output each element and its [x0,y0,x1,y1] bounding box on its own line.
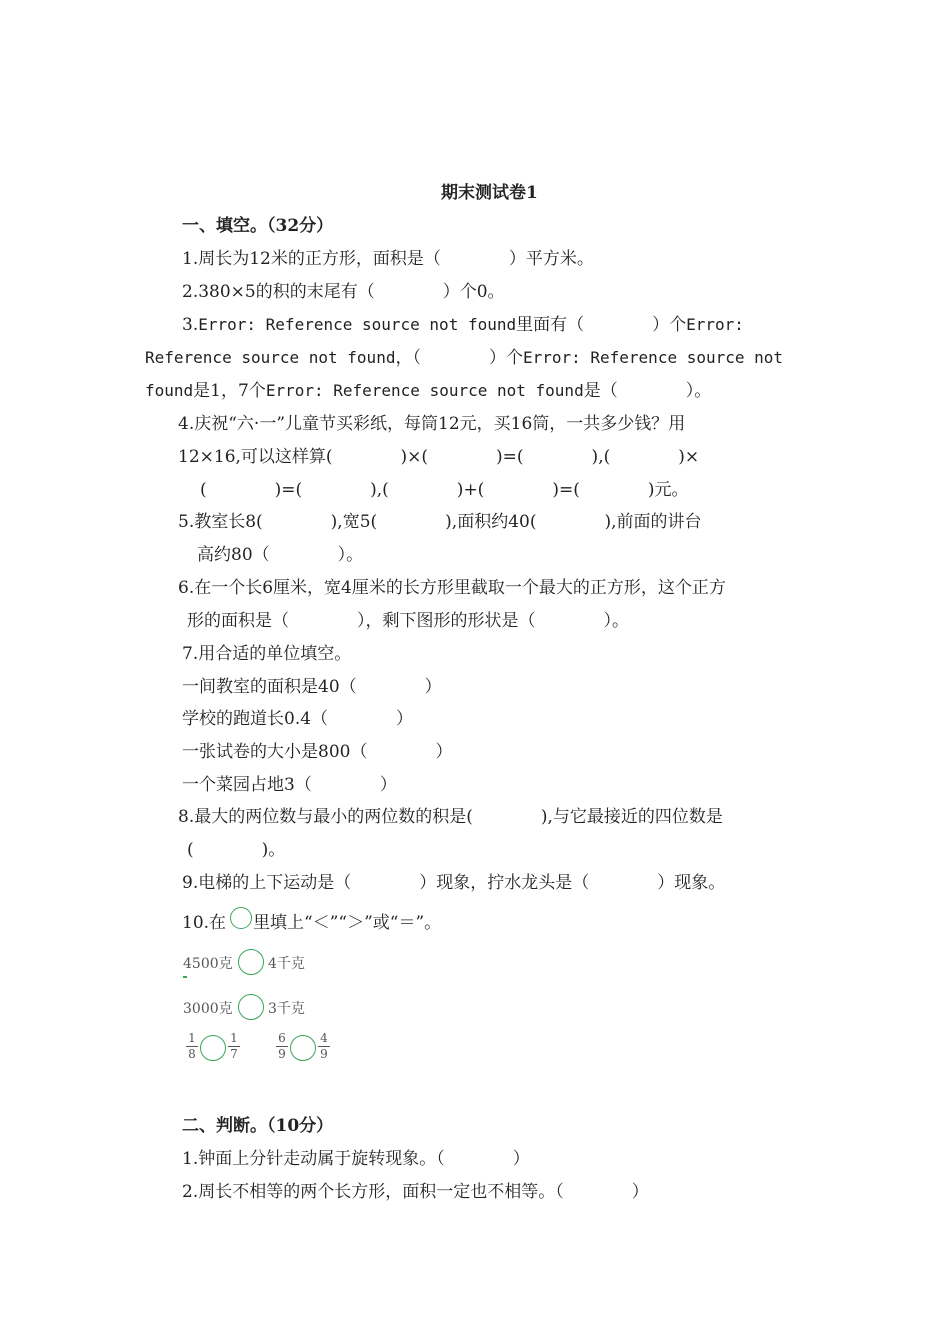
q7-item: 一张试卷的大小是800（ ） [182,742,453,762]
q9-text: 9.电梯的上下运动是（ ）现象，拧水龙头是（ ）现象。 [182,873,726,893]
fraction-numerator: 4 [320,1031,328,1045]
q8-line1: 8.最大的两位数与最小的两位数的积是( ),与它最接近的四位数是 [178,807,723,827]
section2-heading: 二、判断。（10分） [182,1116,334,1136]
judge-q2: 2.周长不相等的两个长方形，面积一定也不相等。（ ） [182,1182,649,1202]
q3-text: 里面有（ ）个 [516,315,687,335]
compare-left: 3000克 [183,1001,233,1017]
compare-circle-input[interactable] [290,1035,316,1061]
q10-number: 10.在 [182,913,227,933]
fraction-denominator: 8 [188,1047,196,1061]
compare-circle-input[interactable] [200,1035,226,1061]
fraction-numerator: 1 [188,1031,196,1045]
q5-line2: 高约80（ ）。 [197,545,364,565]
ref-error: found [145,381,194,400]
compare-circle-input[interactable] [238,994,264,1020]
fraction [276,1032,288,1061]
ref-error: Error: [686,315,744,334]
green-mark [183,976,187,978]
fraction-denominator: 7 [230,1047,238,1061]
compare-circle-icon [230,907,252,929]
fraction [228,1032,240,1061]
compare-left: 4500克 [183,956,233,972]
fraction-numerator: 6 [278,1031,286,1045]
q4-line2: 12×16,可以这样算( )×( )=( ),( )× [178,447,700,467]
q3-line3 [145,380,711,402]
q3-number: 3. [182,315,199,335]
compare-right: 3千克 [268,1001,305,1017]
ref-error: Error: Reference source not found [198,315,517,334]
q2-text: 2.380×5的积的末尾有（ ）个0。 [182,282,505,302]
ref-error: Error: Reference source not [522,348,784,367]
ref-error: Error: Reference source not found [265,381,584,400]
section1-heading: 一、填空。（32分） [182,216,334,236]
q3-text: 是1，7个 [193,381,266,401]
q7-item: 学校的跑道长0.4（ ） [182,709,414,729]
fraction [318,1032,330,1061]
q3-text: 是（ ）。 [583,381,712,401]
ref-error: Reference source not found [145,348,396,367]
page-title: 期末测试卷1 [441,183,538,203]
q4-line1: 4.庆祝“六·一”儿童节买彩纸，每筒12元，买16筒，一共多少钱？用 [178,414,686,434]
q3-text: ，（ ）个 [395,348,523,368]
compare-circle-input[interactable] [238,949,264,975]
q6-line2: 形的面积是（ ），剩下图形的形状是（ ）。 [187,611,629,631]
compare-right: 4千克 [268,956,305,972]
fraction-denominator: 9 [320,1047,328,1061]
q3-line1 [182,314,744,336]
q5-line1: 5.教室长8( ),宽5( ),面积约40( ),前面的讲台 [178,512,702,532]
fraction-denominator: 9 [278,1047,286,1061]
q10-text: 里填上“＜”“＞”或“＝”。 [253,913,442,933]
q7-item: 一个菜园占地3（ ） [182,775,397,795]
judge-q1: 1.钟面上分针走动属于旋转现象。（ ） [182,1149,530,1169]
q1-text: 1.周长为12米的正方形，面积是（ ）平方米。 [182,249,594,269]
fraction [186,1032,198,1061]
fraction-numerator: 1 [230,1031,238,1045]
q4-line3: ( )=( ),( )+( )=( )元。 [200,480,689,500]
q6-line1: 6.在一个长6厘米，宽4厘米的长方形里截取一个最大的正方形，这个正方 [178,578,726,598]
q3-line2 [145,347,783,369]
q7-text: 7.用合适的单位填空。 [182,644,352,664]
q7-item: 一间教室的面积是40（ ） [182,677,442,697]
q8-line2: ( )。 [187,840,286,860]
